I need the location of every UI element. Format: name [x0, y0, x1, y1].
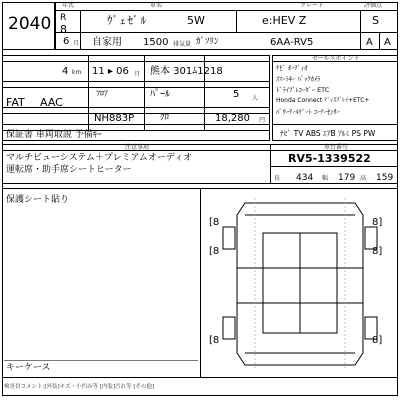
chassis-label: 車台番号 [324, 144, 349, 151]
capacity-value: 5 [233, 89, 240, 100]
doors: 5W [187, 14, 205, 27]
mileage-unit: km [72, 69, 82, 76]
region: 熊本 301ﾑ1218 [150, 66, 223, 77]
body-color: ﾊﾟｰﾙ [150, 89, 170, 100]
documents: 保証書 車両取説 予備ｷｰ [6, 130, 102, 140]
sales-point-line: ﾄﾞﾗｲﾌﾞﾚｺｰﾀﾞｰ ETC [276, 86, 330, 94]
diagram-mark-right-2: 8] [372, 246, 383, 257]
aircon: AAC [40, 96, 63, 109]
diagram-mark-left: [8 [209, 217, 220, 228]
inspection-unit: 月 [134, 71, 141, 78]
options-list: ﾅﾋﾞ TV ABS ｴｱB ｱﾙﾐ PS PW [280, 129, 376, 138]
footer-legend: 検査員コメント:[外装]キズ・小凹み等 [内装]汚れ等 [その他] [4, 384, 155, 390]
transmission: FAT [6, 96, 25, 109]
interior-score: A [366, 37, 373, 48]
displacement-unit: 排気量 [173, 41, 192, 48]
damage-diagram [205, 193, 395, 375]
exterior-score: A [384, 37, 391, 48]
year-era: R [60, 13, 67, 23]
grade: e:HEV Z [262, 14, 307, 27]
fuel: ｶﾞｿﾘﾝ [196, 37, 219, 47]
height-label: 高 [360, 175, 367, 182]
width-label: 幅 [322, 175, 329, 182]
inspection-value: 11 ▸ 06 [92, 66, 129, 77]
lot-number: 2040 [8, 14, 52, 34]
diagram-mark-left-2: [8 [209, 246, 220, 257]
header-grade-label: グレード [300, 2, 325, 9]
year-value: 8 [60, 23, 67, 36]
sales-points-title: セールスポイント [312, 55, 360, 62]
sales-point-line: Honda Connect ﾃﾞｨｽﾌﾟﾚｲ+ETC+ [276, 97, 370, 104]
note-line: 運転席・助手席シートヒーター [6, 165, 132, 175]
recycle-unit: 円 [259, 117, 266, 124]
sales-point-line: ｽﾏｰﾄｷｰ ﾊﾞｯｸｶﾒﾗ [276, 75, 321, 83]
recycle-fee: 18,280 [215, 113, 250, 124]
inspector-note: 保護シート貼り [6, 195, 70, 205]
color-code: NH883P [94, 113, 135, 124]
wheel-rear-left [223, 317, 235, 339]
interior-color: ｸﾛ [160, 113, 170, 123]
year-month: 6 [63, 36, 70, 47]
diagram-mark-left-3: [8 [209, 335, 220, 346]
notes-title: 注意事項 [125, 144, 150, 151]
height-value: 159 [376, 173, 394, 183]
type-code: 6AA-RV5 [270, 37, 314, 48]
car-name: ｳﾞｪｾﾞﾙ [107, 14, 148, 27]
header-model-label: 車名 [150, 2, 163, 9]
usage: 自家用 [92, 37, 122, 48]
length-label: 長 [274, 175, 281, 182]
wheel-front-left [223, 227, 235, 249]
overall-score: S [372, 14, 379, 27]
inspector-note: キーケース [6, 363, 51, 373]
year-month-unit: 月 [73, 40, 80, 47]
mileage-value: 4 [62, 66, 69, 77]
width-value: 179 [338, 173, 356, 183]
header-score-label: 評価点 [364, 2, 383, 9]
note-line: マルチビューシステム＋プレミアムオーディオ [6, 153, 193, 163]
sales-point-line: ﾊﾟﾜｰﾃｰﾙｹﾞｰﾄ ｺｰﾅｰｾﾝｻｰ [276, 108, 340, 116]
header-year-label: 年式 [62, 2, 75, 9]
chassis-number: RV5-1339522 [288, 152, 371, 165]
diagram-mark-right-3: 8] [372, 335, 383, 346]
diagram-mark-right: 8] [372, 217, 383, 228]
shift-label: ﾌﾛｱ [96, 89, 108, 98]
sales-point-line: ﾅﾋﾞ ｵｰﾃﾞｨｵ [276, 64, 308, 72]
length-value: 434 [296, 173, 314, 183]
capacity-unit: 人 [252, 95, 259, 102]
displacement: 1500 [143, 37, 169, 48]
